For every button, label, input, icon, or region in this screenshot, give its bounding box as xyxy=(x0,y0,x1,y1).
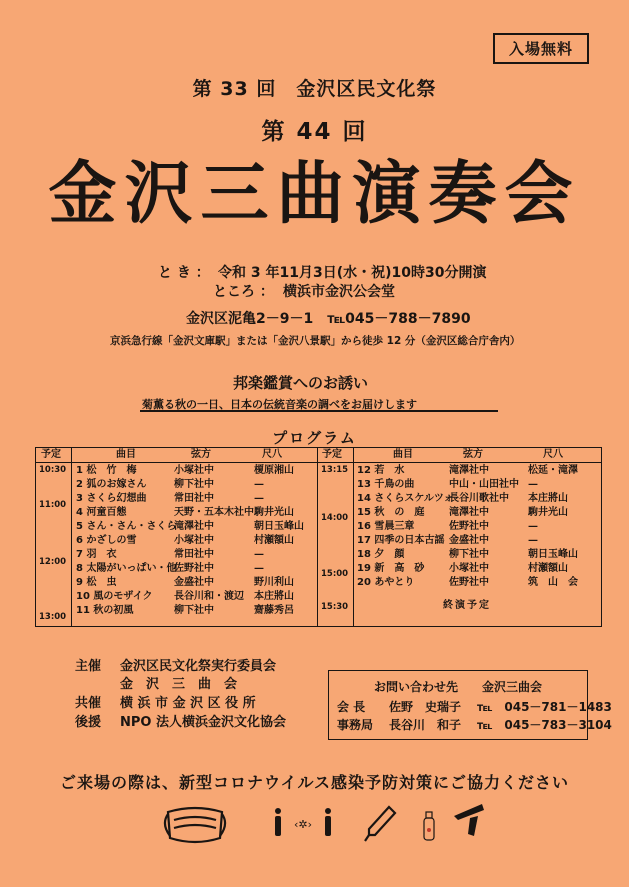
invite-heading: 邦楽鑑賞へのお誘い xyxy=(233,374,369,392)
header-piece: 曲目 xyxy=(116,449,136,460)
time-label: 12:00 xyxy=(39,557,67,567)
program-piece: 1 松 竹 梅 xyxy=(76,465,137,476)
time-label: 15:00 xyxy=(321,569,349,579)
program-shakuhachi: 村瀬額山 xyxy=(528,563,568,574)
precaution-icons xyxy=(160,800,490,850)
program-string-group: 金盛社中 xyxy=(449,535,489,546)
program-string-group: 金盛社中 xyxy=(174,577,214,588)
program-shakuhachi: 松延・滝澤 xyxy=(528,465,578,476)
svg-text:‹✲›: ‹✲› xyxy=(293,818,313,831)
program-piece: 16 雪晨三章 xyxy=(357,521,415,532)
program-piece: 14 さくらスケルツォ xyxy=(357,493,454,504)
covid-notice: ご来場の際は、新型コロナウイルス感染予防対策にご協力ください xyxy=(59,773,570,792)
edition-title: 第 44 回 xyxy=(261,119,368,145)
support-label: 後援 xyxy=(75,715,102,730)
program-shakuhachi: 筑 山 会 xyxy=(528,577,578,588)
host-label: 主催 xyxy=(75,659,102,674)
program-piece: 2 狐のお嫁さん xyxy=(76,479,147,490)
program-piece: 12 若 水 xyxy=(357,465,405,476)
header-string: 弦方 xyxy=(191,449,211,460)
access-info: 京浜急行線「金沢文庫駅」または「金沢八景駅」から徒歩 12 分（金沢区総合庁舎内） xyxy=(110,335,521,347)
program-shakuhachi: 野川利山 xyxy=(254,577,294,588)
contact-role: 会 長 xyxy=(337,700,366,714)
time-label: 13:00 xyxy=(39,612,67,622)
program-string-group: 柳下社中 xyxy=(174,479,214,490)
contact-name: 長谷川 和子 xyxy=(389,718,462,732)
contact-heading: お問い合わせ先 金沢三曲会 xyxy=(374,680,543,694)
concert-title: 金沢三曲演奏会 xyxy=(48,154,581,234)
program-string-group: 滝澤社中 xyxy=(449,465,489,476)
program-string-group: 天野・五本木社中 xyxy=(174,507,254,518)
program-shakuhachi: — xyxy=(254,549,264,560)
program-string-group: 小塚社中 xyxy=(174,465,214,476)
program-piece: 9 松 虫 xyxy=(76,577,117,588)
header-shakuhachi: 尺八 xyxy=(262,449,282,460)
program-shakuhachi: 朝日玉峰山 xyxy=(528,549,578,560)
free-admission-badge: 入場無料 xyxy=(493,33,589,64)
cohost-label: 共催 xyxy=(75,696,102,711)
program-piece: 8 太陽がいっぱい・他 xyxy=(76,563,177,574)
program-piece: 10 風のモザイク xyxy=(76,591,153,602)
where-label: ところ ： xyxy=(213,284,274,300)
header-string: 弦方 xyxy=(463,449,483,460)
host-name-2: 金 沢 三 曲 会 xyxy=(120,677,238,692)
program-piece: 5 さん・さん・さくら xyxy=(76,521,177,532)
when-value: 令和 3 年11月3日(水・祝)10時30分開演 xyxy=(218,265,487,281)
program-string-group: 常田社中 xyxy=(174,549,214,560)
program-string-group: 柳下社中 xyxy=(174,605,214,616)
program-string-group: 滝澤社中 xyxy=(174,521,214,532)
program-shakuhachi: 朝日玉峰山 xyxy=(254,521,304,532)
support-name: NPO 法人横浜金沢文化協会 xyxy=(120,715,286,730)
program-string-group: 小塚社中 xyxy=(174,535,214,546)
time-label: 14:00 xyxy=(321,513,349,523)
program-piece: 18 夕 顔 xyxy=(357,549,405,560)
contact-name: 佐野 史瑞子 xyxy=(389,700,462,714)
host-name: 金沢区民文化祭実行委員会 xyxy=(120,659,277,674)
header-time: 予定 xyxy=(41,449,61,460)
program-title: プログラム xyxy=(272,429,357,447)
program-string-group: 長谷川和・渡辺 xyxy=(174,591,244,602)
program-string-group: 中山・山田社中 xyxy=(449,479,519,490)
mask-icon xyxy=(165,808,225,842)
header-time: 予定 xyxy=(322,449,342,460)
program-piece: 7 羽 衣 xyxy=(76,549,117,560)
time-column-line xyxy=(353,448,354,626)
program-piece: 20 あやとり xyxy=(357,577,415,588)
program-string-group: 佐野社中 xyxy=(449,577,489,588)
invite-text: 菊薫る秋の一日、日本の伝統音楽の調べをお届けします xyxy=(142,398,417,411)
social-distance-icon xyxy=(275,808,331,836)
program-shakuhachi: 本庄將山 xyxy=(254,591,294,602)
time-column-line xyxy=(71,448,72,626)
time-label: 10:30 xyxy=(39,465,67,475)
program-string-group: 佐野社中 xyxy=(449,521,489,532)
program-piece: 11 秋の初風 xyxy=(76,605,134,616)
program-string-group: 長谷川歌社中 xyxy=(449,493,509,504)
address: 金沢区泥亀2－9－1 ℡045－788－7890 xyxy=(186,311,471,327)
program-piece: 3 さくら幻想曲 xyxy=(76,493,147,504)
program-piece: 6 かざしの雪 xyxy=(76,535,137,546)
program-piece: 4 河童百態 xyxy=(76,507,127,518)
program-piece: 17 四季の日本古謡 xyxy=(357,535,445,546)
program-shakuhachi: 齋藤秀呂 xyxy=(254,605,294,616)
center-divider xyxy=(317,448,318,626)
program-piece: 19 新 高 砂 xyxy=(357,563,425,574)
where-value: 横浜市金沢公会堂 xyxy=(283,284,395,300)
program-piece: 13 千鳥の曲 xyxy=(357,479,415,490)
when-label: と き ： xyxy=(158,265,210,281)
header-shakuhachi: 尺八 xyxy=(543,449,563,460)
program-shakuhachi: 本庄將山 xyxy=(528,493,568,504)
program-string-group: 佐野社中 xyxy=(174,563,214,574)
contact-tel: ℡ 045－781－1483 xyxy=(477,700,612,714)
program-string-group: 滝澤社中 xyxy=(449,507,489,518)
header-piece: 曲目 xyxy=(393,449,413,460)
program-table xyxy=(35,447,602,627)
program-shakuhachi: — xyxy=(528,479,538,490)
hand-sanitizer-icon xyxy=(424,812,434,840)
program-shakuhachi: — xyxy=(254,479,264,490)
program-shakuhachi: — xyxy=(528,535,538,546)
program-shakuhachi: 駒井光山 xyxy=(254,507,294,518)
program-string-group: 小塚社中 xyxy=(449,563,489,574)
thermometer-icon xyxy=(365,807,395,841)
contact-box xyxy=(328,670,612,740)
festival-title: 第 33 回 金沢区民文化祭 xyxy=(192,78,437,100)
ventilation-icon xyxy=(454,804,484,836)
program-shakuhachi: — xyxy=(254,563,264,574)
time-label: 11:00 xyxy=(39,500,67,510)
contact-tel: ℡ 045－783－3104 xyxy=(477,718,612,732)
program-shakuhachi: 村瀬額山 xyxy=(254,535,294,546)
contact-role: 事務局 xyxy=(337,718,374,732)
program-shakuhachi: 榎原湘山 xyxy=(254,465,294,476)
program-shakuhachi: — xyxy=(254,493,264,504)
end-note: 終演予定 xyxy=(443,600,491,611)
program-string-group: 常田社中 xyxy=(174,493,214,504)
divider xyxy=(140,410,498,412)
time-label: 15:30 xyxy=(321,602,349,612)
program-shakuhachi: 駒井光山 xyxy=(528,507,568,518)
program-string-group: 柳下社中 xyxy=(449,549,489,560)
program-shakuhachi: — xyxy=(528,521,538,532)
cohost-name: 横 浜 市 金 沢 区 役 所 xyxy=(120,696,256,711)
time-label: 13:15 xyxy=(321,465,349,475)
program-piece: 15 秋 の 庭 xyxy=(357,507,425,518)
